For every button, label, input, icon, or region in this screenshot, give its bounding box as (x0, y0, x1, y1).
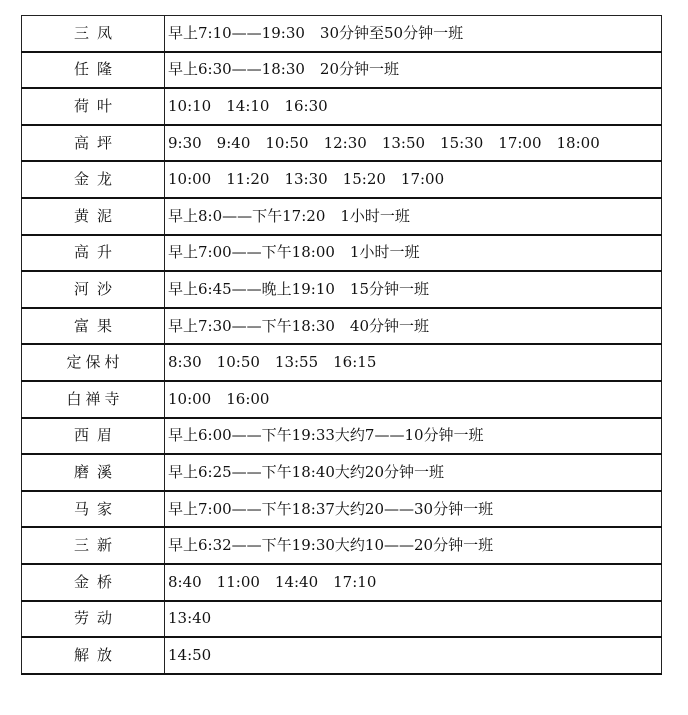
stop-name: 白禅寺 (22, 381, 165, 418)
table-row (22, 52, 662, 89)
table-row (22, 527, 662, 564)
departure-times: 早上7:00——下午18:37大约20——30分钟一班 (165, 491, 662, 528)
table-row (22, 637, 662, 674)
table-row (22, 161, 662, 198)
table-row (22, 564, 662, 601)
stop-name: 劳动 (22, 601, 165, 638)
stop-name: 高升 (22, 235, 165, 272)
table-row (22, 418, 662, 455)
departure-times: 10:00 11:20 13:30 15:20 17:00 (165, 161, 662, 198)
departure-times: 早上7:30——下午18:30 40分钟一班 (165, 308, 662, 345)
stop-name: 金桥 (22, 564, 165, 601)
departure-times: 早上8:0——下午17:20 1小时一班 (165, 198, 662, 235)
table-row (22, 381, 662, 418)
stop-name: 西眉 (22, 418, 165, 455)
stop-name: 富果 (22, 308, 165, 345)
departure-times: 10:00 16:00 (165, 381, 662, 418)
stop-name: 三凤 (22, 16, 165, 52)
departure-times: 13:40 (165, 601, 662, 638)
table-row (22, 344, 662, 381)
departure-times: 早上6:25——下午18:40大约20分钟一班 (165, 454, 662, 491)
departure-times: 10:10 14:10 16:30 (165, 88, 662, 125)
schedule-body (22, 16, 662, 674)
departure-times: 14:50 (165, 637, 662, 674)
table-row (22, 16, 662, 52)
stop-name: 解放 (22, 637, 165, 674)
bus-schedule-table (21, 15, 662, 675)
stop-name: 金龙 (22, 161, 165, 198)
table-row (22, 308, 662, 345)
departure-times: 早上7:10——19:30 30分钟至50分钟一班 (165, 16, 662, 52)
departure-times: 早上7:00——下午18:00 1小时一班 (165, 235, 662, 272)
stop-name: 高坪 (22, 125, 165, 162)
table-row (22, 198, 662, 235)
stop-name: 荷叶 (22, 88, 165, 125)
table-row (22, 88, 662, 125)
table-row (22, 125, 662, 162)
stop-name: 黄泥 (22, 198, 165, 235)
table-row (22, 235, 662, 272)
stop-name: 定保村 (22, 344, 165, 381)
stop-name: 河沙 (22, 271, 165, 308)
table-row (22, 271, 662, 308)
departure-times: 8:30 10:50 13:55 16:15 (165, 344, 662, 381)
departure-times: 早上6:45——晚上19:10 15分钟一班 (165, 271, 662, 308)
departure-times: 早上6:00——下午19:33大约7——10分钟一班 (165, 418, 662, 455)
table-row (22, 601, 662, 638)
table-row (22, 491, 662, 528)
table-row (22, 454, 662, 491)
stop-name: 磨溪 (22, 454, 165, 491)
stop-name: 三新 (22, 527, 165, 564)
departure-times: 早上6:30——18:30 20分钟一班 (165, 52, 662, 89)
departure-times: 8:40 11:00 14:40 17:10 (165, 564, 662, 601)
departure-times: 9:30 9:40 10:50 12:30 13:50 15:30 17:00 18:00 (165, 125, 662, 162)
departure-times: 早上6:32——下午19:30大约10——20分钟一班 (165, 527, 662, 564)
stop-name: 马家 (22, 491, 165, 528)
stop-name: 任隆 (22, 52, 165, 89)
